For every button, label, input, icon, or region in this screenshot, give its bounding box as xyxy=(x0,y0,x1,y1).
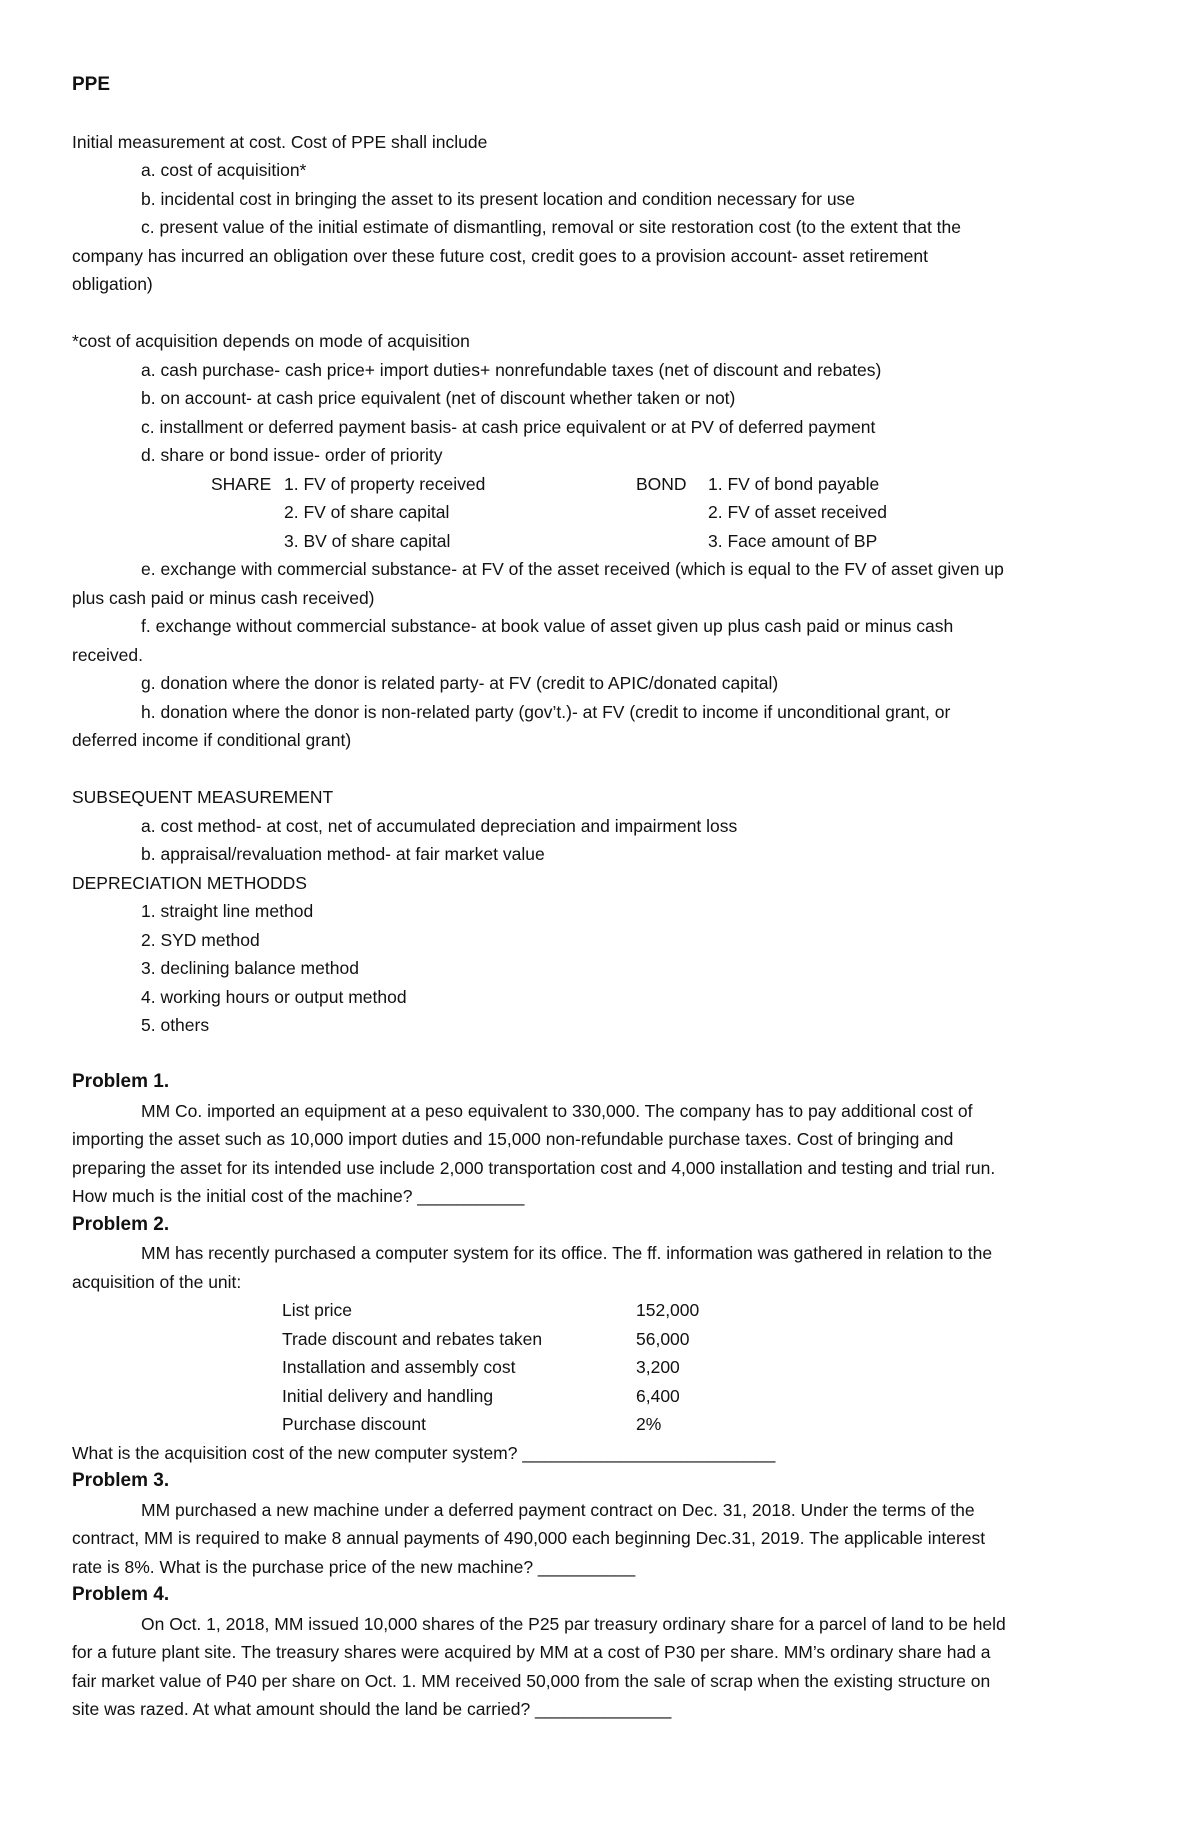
share-label: SHARE xyxy=(211,474,272,494)
depreciation-heading: DEPRECIATION METHODDS xyxy=(72,873,307,893)
problem-3-line-1: MM purchased a new machine under a deferred payment contract on Dec. 31, 2018. Under the terms of the xyxy=(141,1500,975,1520)
table-row-label: Trade discount and rebates taken xyxy=(282,1329,543,1349)
table-row-label: Installation and assembly cost xyxy=(282,1357,516,1377)
problem-2-line-2: acquisition of the unit: xyxy=(72,1272,242,1292)
table-row-label: List price xyxy=(282,1300,353,1320)
problem-1-heading: Problem 1. xyxy=(72,1071,170,1092)
problem-4-line-3: fair market value of P40 per share on Oct. 1. MM received 50,000 from the sale of scrap when the existing structure on xyxy=(72,1671,991,1691)
share-priority-1: 1. FV of property received xyxy=(284,474,486,494)
initial-intro: Initial measurement at cost. Cost of PPE shall include xyxy=(72,132,488,152)
problem-2-question: What is the acquisition cost of the new computer system? __________________________ xyxy=(72,1443,776,1463)
acquisition-item-g: g. donation where the donor is related party- at FV (credit to APIC/donated capital) xyxy=(141,673,779,693)
table-row-value: 56,000 xyxy=(636,1329,690,1349)
depreciation-method-5: 5. others xyxy=(141,1015,210,1035)
depreciation-method-2: 2. SYD method xyxy=(141,930,260,950)
acquisition-item-h: h. donation where the donor is non-related party (gov’t.)- at FV (credit to income if unconditional grant, or xyxy=(141,702,951,722)
problem-4-line-1: On Oct. 1, 2018, MM issued 10,000 shares of the P25 par treasury ordinary share for a parcel of land to be held xyxy=(141,1614,1006,1634)
initial-item-a: a. cost of acquisition* xyxy=(141,160,307,180)
table-row-label: Initial delivery and handling xyxy=(282,1386,494,1406)
bond-priority-2: 2. FV of asset received xyxy=(708,502,887,522)
bond-label: BOND xyxy=(636,474,687,494)
table-row-value: 6,400 xyxy=(636,1386,680,1406)
share-priority-3: 3. BV of share capital xyxy=(284,531,451,551)
acquisition-intro: *cost of acquisition depends on mode of acquisition xyxy=(72,331,470,351)
depreciation-method-3: 3. declining balance method xyxy=(141,958,359,978)
problem-2-heading: Problem 2. xyxy=(72,1214,170,1235)
acquisition-item-f: f. exchange without commercial substance- at book value of asset given up plus cash paid or minus cash xyxy=(141,616,954,636)
acquisition-item-c: c. installment or deferred payment basis- at cash price equivalent or at PV of deferred payment xyxy=(141,417,876,437)
acquisition-item-e-cont: plus cash paid or minus cash received) xyxy=(72,588,375,608)
problem-3-question: rate is 8%. What is the purchase price of the new machine? __________ xyxy=(72,1557,636,1577)
acquisition-item-e: e. exchange with commercial substance- at FV of the asset received (which is equal to the FV of asset given up xyxy=(141,559,1004,579)
table-row-value: 3,200 xyxy=(636,1357,680,1377)
acquisition-item-f-cont: received. xyxy=(72,645,144,665)
problem-4-line-2: for a future plant site. The treasury shares were acquired by MM at a cost of P30 per share. MM’s ordinary share had a xyxy=(72,1642,991,1662)
table-row-value: 152,000 xyxy=(636,1300,700,1320)
initial-item-c-cont2: obligation) xyxy=(72,274,153,294)
table-row-value: 2% xyxy=(636,1414,662,1434)
initial-item-c-cont: company has incurred an obligation over these future cost, credit goes to a provision account- asset retirement xyxy=(72,246,929,266)
acquisition-item-h-cont: deferred income if conditional grant) xyxy=(72,730,352,750)
page-title: PPE xyxy=(72,74,111,95)
subsequent-heading: SUBSEQUENT MEASUREMENT xyxy=(72,787,334,807)
subsequent-item-a: a. cost method- at cost, net of accumulated depreciation and impairment loss xyxy=(141,816,738,836)
problem-2-line-1: MM has recently purchased a computer system for its office. The ff. information was gathered in relation to the xyxy=(141,1243,993,1263)
depreciation-method-1: 1. straight line method xyxy=(141,901,314,921)
initial-item-c: c. present value of the initial estimate of dismantling, removal or site restoration cost (to the extent that the xyxy=(141,217,961,237)
problem-3-heading: Problem 3. xyxy=(72,1470,170,1491)
initial-item-b: b. incidental cost in bringing the asset to its present location and condition necessary for use xyxy=(141,189,856,209)
problem-4-question: site was razed. At what amount should the land be carried? ______________ xyxy=(72,1699,672,1719)
problem-1-line-2: importing the asset such as 10,000 import duties and 15,000 non-refundable purchase taxes. Cost of bringing and xyxy=(72,1129,954,1149)
problem-4-heading: Problem 4. xyxy=(72,1584,170,1605)
problem-1-line-3: preparing the asset for its intended use include 2,000 transportation cost and 4,000 installation and testing and trial run. xyxy=(72,1158,996,1178)
problem-1-line-1: MM Co. imported an equipment at a peso equivalent to 330,000. The company has to pay additional cost of xyxy=(141,1101,973,1121)
bond-priority-3: 3. Face amount of BP xyxy=(708,531,878,551)
problem-1-question: How much is the initial cost of the machine? ___________ xyxy=(72,1186,525,1206)
share-priority-2: 2. FV of share capital xyxy=(284,502,450,522)
acquisition-item-a: a. cash purchase- cash price+ import duties+ nonrefundable taxes (net of discount and rebates) xyxy=(141,360,882,380)
acquisition-item-b: b. on account- at cash price equivalent (net of discount whether taken or not) xyxy=(141,388,736,408)
subsequent-item-b: b. appraisal/revaluation method- at fair market value xyxy=(141,844,545,864)
bond-priority-1: 1. FV of bond payable xyxy=(708,474,880,494)
depreciation-method-4: 4. working hours or output method xyxy=(141,987,407,1007)
acquisition-item-d: d. share or bond issue- order of priority xyxy=(141,445,443,465)
problem-3-line-2: contract, MM is required to make 8 annual payments of 490,000 each beginning Dec.31, 2019. The applicable interest xyxy=(72,1528,986,1548)
table-row-label: Purchase discount xyxy=(282,1414,426,1434)
